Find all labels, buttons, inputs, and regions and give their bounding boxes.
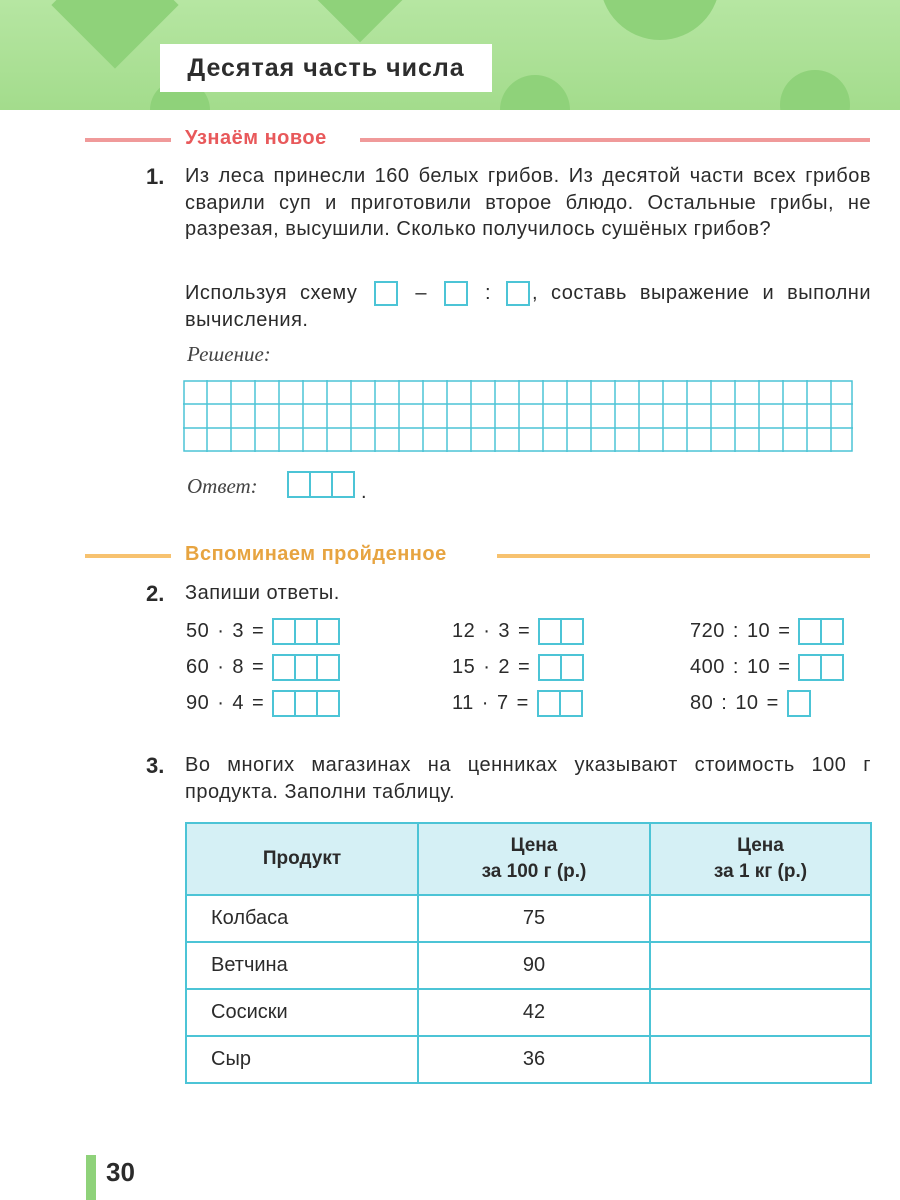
- expression: 400 : 10 =: [690, 654, 844, 681]
- answer-cells[interactable]: [272, 690, 340, 717]
- solution-grid[interactable]: [183, 380, 853, 452]
- table-row: [186, 942, 871, 989]
- solution-label: Решение:: [187, 342, 271, 366]
- expression: 720 : 10 =: [690, 618, 844, 645]
- product-cell: Сосиски: [186, 989, 418, 1036]
- table-header-row: [186, 823, 871, 895]
- page-title: Десятая часть числа: [160, 44, 492, 92]
- table-row: [186, 1036, 871, 1083]
- header-price-100g: Цена за 100 г (р.): [418, 823, 650, 895]
- scheme-prefix: Используя схему: [185, 282, 358, 304]
- divider: [85, 138, 171, 142]
- answer-cells[interactable]: [798, 618, 844, 645]
- price-table: [185, 822, 872, 1084]
- divider: [497, 554, 870, 558]
- product-cell: Сыр: [186, 1036, 418, 1083]
- section-title: Вспоминаем пройденное: [185, 543, 447, 565]
- expression: 11 · 7 =: [452, 690, 583, 717]
- header-price-1kg: Цена за 1 кг (р.): [650, 823, 871, 895]
- banner-decoration: [600, 0, 720, 40]
- pricekg-cell[interactable]: [650, 1036, 871, 1083]
- divider: [85, 554, 171, 558]
- price100-cell: 75: [418, 895, 650, 942]
- price100-cell: 90: [418, 942, 650, 989]
- expression: 90 · 4 =: [186, 690, 340, 717]
- answer-cells[interactable]: [798, 654, 844, 681]
- scheme-box[interactable]: [444, 281, 468, 306]
- banner-decoration: [780, 70, 850, 110]
- answer-dot: .: [361, 481, 367, 503]
- answer-cells[interactable]: [287, 471, 367, 504]
- header-banner: [0, 0, 900, 110]
- expression: 12 · 3 =: [452, 618, 584, 645]
- task3-text: Во многих магазинах на ценниках указывают стоимость 100 г продукта. Заполни таблицу.: [185, 754, 871, 803]
- scheme-minus: –: [415, 282, 427, 304]
- expression: 60 · 8 =: [186, 654, 340, 681]
- product-cell: Колбаса: [186, 895, 418, 942]
- pricekg-cell[interactable]: [650, 942, 871, 989]
- product-cell: Ветчина: [186, 942, 418, 989]
- expression: 80 : 10 =: [690, 690, 811, 717]
- page-number-bar: [86, 1155, 96, 1200]
- expression: 50 · 3 =: [186, 618, 340, 645]
- banner-decoration: [318, 0, 403, 42]
- divider: [360, 138, 870, 142]
- answer-cells[interactable]: [787, 690, 811, 717]
- table-row: [186, 895, 871, 942]
- task2-text: Запиши ответы.: [185, 582, 340, 604]
- scheme-suffix: , составь выражение и выполни вычисления.: [185, 282, 872, 331]
- page-number: 30: [106, 1157, 135, 1187]
- pricekg-cell[interactable]: [650, 989, 871, 1036]
- task1-scheme: [185, 280, 871, 333]
- answer-cells[interactable]: [538, 654, 584, 681]
- price100-cell: 42: [418, 989, 650, 1036]
- price100-cell: 36: [418, 1036, 650, 1083]
- task-number: 2.: [146, 581, 165, 606]
- table-row: [186, 989, 871, 1036]
- answer-cells[interactable]: [272, 654, 340, 681]
- header-product: Продукт: [186, 823, 418, 895]
- scheme-box[interactable]: [506, 281, 530, 306]
- section-header-learn-new: [85, 127, 870, 151]
- section-header-review: [85, 543, 870, 567]
- answer-cells[interactable]: [538, 618, 584, 645]
- banner-decoration: [500, 75, 570, 110]
- task-number: 1.: [146, 164, 165, 189]
- task1-text: Из леса принесли 160 белых грибов. Из десятой части всех грибов сварили суп и приготовили второе блюдо. Остальные грибы, не разрезая, высушили. Сколько получилось сушёных грибов?: [185, 165, 871, 240]
- answer-cells[interactable]: [272, 618, 340, 645]
- task-number: 3.: [146, 753, 165, 778]
- answer-label: Ответ:: [187, 474, 258, 498]
- pricekg-cell[interactable]: [650, 895, 871, 942]
- section-title: Узнаём новое: [185, 127, 327, 149]
- scheme-box[interactable]: [374, 281, 398, 306]
- answer-cells[interactable]: [537, 690, 583, 717]
- expression: 15 · 2 =: [452, 654, 584, 681]
- scheme-div: :: [484, 282, 491, 304]
